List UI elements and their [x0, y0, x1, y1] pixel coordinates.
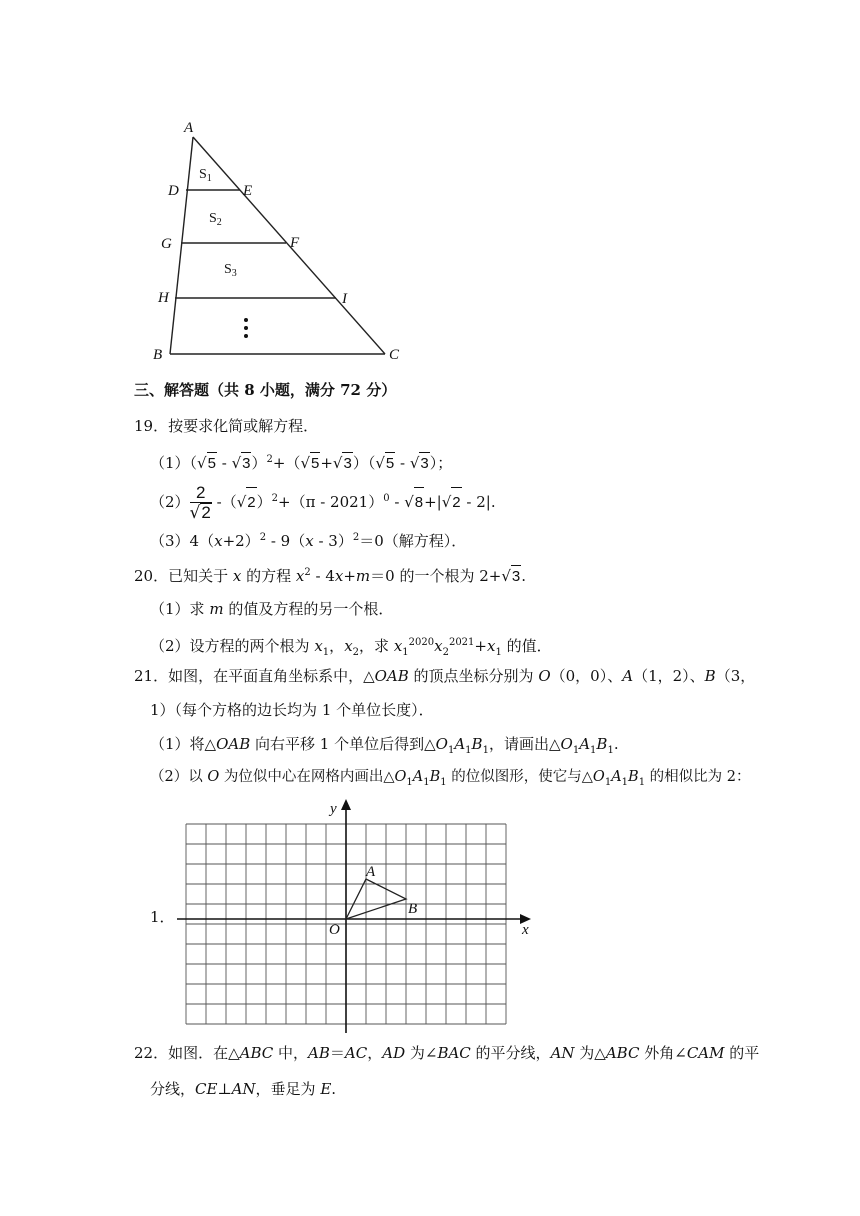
label-h: H — [158, 290, 169, 306]
side-ac — [193, 137, 385, 354]
label-a: A — [184, 120, 194, 136]
coordinate-grid-figure — [0, 795, 860, 1045]
q21-part2: （2）以 O 为位似中心在网格内画出$\triangle O_1A_1B_1$ 的位似图形，使它与$\triangle O_1A_1B_1$ 的相似比为 2： — [150, 769, 751, 788]
q19-part3: $(3)4(x+2)^2 - 9(x - 3)^2=0$（解方程）． — [150, 532, 467, 550]
q22-line1: 22．如图．在△ABC 中，AB＝AC，AD 为∠BAC 的平分线，AN 为△ABC 外角∠CAM 的平 — [134, 1044, 760, 1062]
x-axis-label: x — [522, 922, 529, 938]
side-ab — [170, 137, 193, 354]
section-heading: 三、解答题（共 8 小题，满分 72 分） — [134, 381, 397, 399]
label-f: F — [290, 235, 300, 251]
q20-part1: （1）求 m 的值及方程的另一个根． — [150, 600, 394, 618]
q21-stem-line2: 1）（每个方格的边长均为 1 个单位长度）． — [150, 701, 434, 719]
triangle-figure — [0, 0, 860, 370]
label-i: I — [342, 291, 347, 307]
q21-stem-line1: 21．如图，在平面直角坐标系中，△OAB 的顶点坐标分别为 O（0，0）、A（1，2）、B（3， — [134, 667, 756, 685]
area-s2: $S_2$ — [209, 211, 222, 228]
point-b-label: B — [408, 901, 418, 917]
q22-line2: 分线，CE⊥AN，垂足为 E. — [150, 1080, 337, 1098]
q19-part1: （1）（√5 - √3）$^2$+（√5+√3）（√5 - √3）； — [150, 449, 452, 475]
y-axis-arrow — [341, 799, 351, 810]
area-s1: $S_1$ — [199, 167, 212, 184]
label-c: C — [389, 347, 400, 363]
area-s3: $S_3$ — [224, 262, 237, 279]
continuation-dots — [244, 318, 248, 338]
q19-part2: （2） $\frac{2}{√2}$ $-(√2)^2+(\pi - 2021)^0 - √8+|√2 - 2|$. — [150, 483, 496, 523]
label-g: G — [161, 236, 172, 252]
y-axis-label: y — [330, 801, 337, 817]
q20-stem: 20．已知关于 x 的方程 $x^2 - 4x+m=0$ 的一个根为 2+√3. — [134, 562, 526, 588]
origin-label: O — [329, 922, 340, 938]
q19-stem: 19．按要求化简或解方程． — [134, 417, 319, 435]
q21-part1: （1）将△OAB 向右平移 1 个单位后得到$\triangle O_1A_1B_1$，请画出$\triangle O_1A_1B_1$. — [150, 735, 619, 756]
figure-number: 1． — [150, 908, 175, 926]
triangle-oab — [346, 879, 406, 919]
q20-part2: （2）设方程的两个根为 $x_1$，$x_2$，求 $x_1^{2020}x_2^{2021}+x_1$ 的值． — [150, 637, 552, 658]
point-a-label: A — [366, 864, 376, 880]
label-d: D — [168, 183, 179, 199]
label-e: E — [243, 183, 253, 199]
label-b: B — [153, 347, 163, 363]
